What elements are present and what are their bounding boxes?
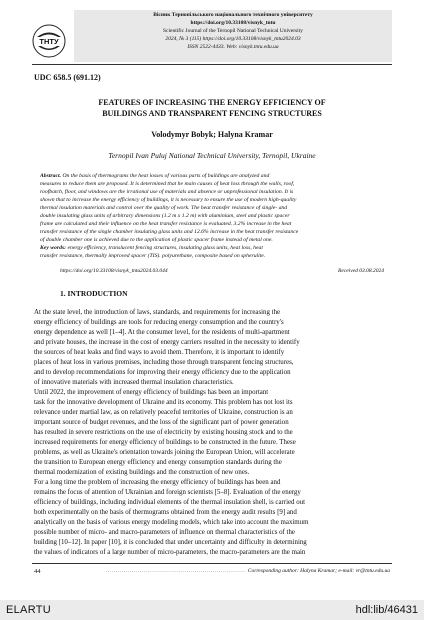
body-line: remains the focus of attention of Ukrainian and foreign scientists [5–8]. Evaluation of the energy	[34, 489, 301, 496]
body-line: thermal modernization of existing buildings and the construction of new ones.	[34, 469, 250, 476]
abstract-line: double insulating glass units of arbitrary dimensions (1.2 m x 1.2 m) with aluminium, steel and plastic spacer	[40, 213, 290, 219]
body-line: has resulted in severe restrictions on the use of electricity by existing housing stock and to the	[34, 429, 293, 436]
university-logo-icon	[32, 24, 66, 58]
body-line: problems, as well as Ukraine's orientation towards joining the European Union, will accelerate	[34, 449, 295, 456]
article-title-line-2: BUILDINGS AND TRANSPARENT FENCING STRUCTURES	[102, 109, 322, 118]
body-line: For a long time the problem of increasing the energy efficiency of buildings has been and	[34, 479, 281, 486]
abstract-line: Abstract. On the basis of thermograms the heat losses of various parts of buildings are analyzed and	[40, 173, 270, 179]
body-line: and to develop recommendations for improving their energy efficiency due to the application	[34, 369, 291, 376]
body-line: of innovative materials with increased thermal insulation characteristics.	[34, 379, 234, 386]
abstract-line: frame are calculated and their influence on the heat transfer resistance is evaluated. 3.2% increase in the heat	[40, 221, 292, 227]
journal-name-en: Scientific Journal of the Ternopil National Technical University	[162, 28, 303, 34]
issue-line: 2024, № 3 (115) https://doi.org/10.33108/visnyk_tntu2024.03	[165, 36, 301, 42]
author-affiliation: Ternopil Ivan Puluj National Technical University, Ternopil, Ukraine	[108, 151, 316, 160]
article-title-line-1: FEATURES OF INCREASING THE ENERGY EFFICIENCY OF	[98, 98, 326, 107]
abstract-line: of double chamber one is achieved due to the application of plastic spacer frame instead of metal one.	[40, 237, 273, 243]
abstract-line: measures to reduce them are proposed. It is determined that he main causes of heat loss through the walls, roof,	[40, 181, 295, 187]
abstract-line: thermal insulation materials and control over the quality of work. The heat transfer resistance of single- and	[40, 205, 288, 211]
body-line: possible number of micro- and macro-parameters of influence on thermal characteristics of the	[34, 529, 295, 536]
body-line: important source of budget revenues, and the loss of the significant part of power generation	[34, 419, 289, 426]
keywords-line: transfer resistance, thermally improved spacer (TIS). polyurethane, composite based on spherulite.	[40, 253, 266, 259]
received-date: Received 03.08.2024	[338, 268, 384, 274]
header-rule	[32, 64, 392, 65]
body-line: and private houses, the increase in the cost of energy carriers resulted in the necessity to identify	[34, 339, 300, 346]
repository-name: ELARTU	[6, 604, 51, 616]
journal-doi-link[interactable]: https://doi.org/10.33108/visnyk_tntu	[190, 20, 276, 26]
corresponding-author: ....................................................................... Corresponding author: Halyna Kramar; e-mail: vr@tntu.edu.ua	[106, 568, 390, 574]
issn-line: ISSN 2522-4433. Web: visnyk.tntu.edu.ua	[187, 44, 279, 50]
body-line: analytically on the basis of various energy modeling models, which take into account the maximum	[34, 519, 309, 526]
body-line: increased requirements for energy efficiency of buildings to be constructed in the future. These	[34, 439, 296, 446]
body-line: energy dependence as well [1–4]. At the consumer level, for the residents of multi-apartment	[34, 329, 290, 336]
page-number: 44	[34, 568, 41, 575]
body-line: energy efficiency of buildings are tools for reducing energy consumption and the country's	[34, 319, 284, 326]
abstract-label: Abstract.	[40, 173, 62, 179]
body-line: task for the innovative development of Ukraine and its economy. This problem has not lost its	[34, 399, 293, 406]
journal-name-ua: Вісник Тернопільського національного технічного університету	[153, 12, 313, 18]
body-line: building [10–12]. In paper [10], it is concluded that under uncertainty and difficulty in determining	[34, 539, 307, 546]
body-line: both experimentally on the basis of thermograms obtained from the energy audit results [9] and	[34, 509, 297, 516]
body-line: the sources of heat leaks and find ways to avoid them. Therefore, it is important to identify	[34, 349, 285, 356]
body-line: places of heat loss in various premises, including those through transparent fencing structures,	[34, 359, 294, 366]
footer-rule	[32, 563, 392, 564]
keywords-line: Key words: energy efficiency, translucent fencing structures, insulating glass units, heat loss, heat	[40, 245, 263, 251]
handle-identifier[interactable]: hdl:lib/46431	[355, 604, 418, 616]
body-line: relevance under martial law, as on relatively peaceful territories of Ukraine, construction is an	[34, 409, 293, 416]
article-doi-link[interactable]: https://doi.org/10.33108/visnyk_tntu2024.03.044	[60, 268, 168, 274]
section-heading: 1. INTRODUCTION	[60, 289, 128, 298]
abstract-line: roofbatch, floor, and windows are the irrational use of materials and absence or unprofessional insulation. It is	[40, 189, 294, 195]
body-line: efficiency of buildings, including individual elements of the thermal insulation shell, is carried out	[34, 499, 306, 506]
abstract-line: transfer resistance of the single chamber insulating glass units and 12.6% increase in the heat transfer resistance	[40, 229, 299, 235]
body-line: At the state level, the introduction of laws, standards, and requirements for increasing the	[34, 309, 281, 316]
abstract-line: shown that to increase the energy efficiency of buildings, it is necessary to ensure the use of modern high-quality	[40, 197, 297, 203]
article-authors: Volodymyr Bobyk; Halyna Kramar	[151, 130, 273, 139]
body-line: the values of indicators of a large number of micro-parameters, the macro-parameters are the main	[34, 549, 306, 556]
body-line: the transition to European energy efficiency and energy consumption standards during the	[34, 459, 282, 466]
body-line: Until 2022, the improvement of energy efficiency of buildings has been an important	[34, 389, 269, 396]
keywords-label: Key words:	[40, 245, 67, 251]
logo-text: ТНТУ	[39, 37, 59, 46]
udc-code: UDC 658.5 (691.12)	[34, 73, 101, 82]
